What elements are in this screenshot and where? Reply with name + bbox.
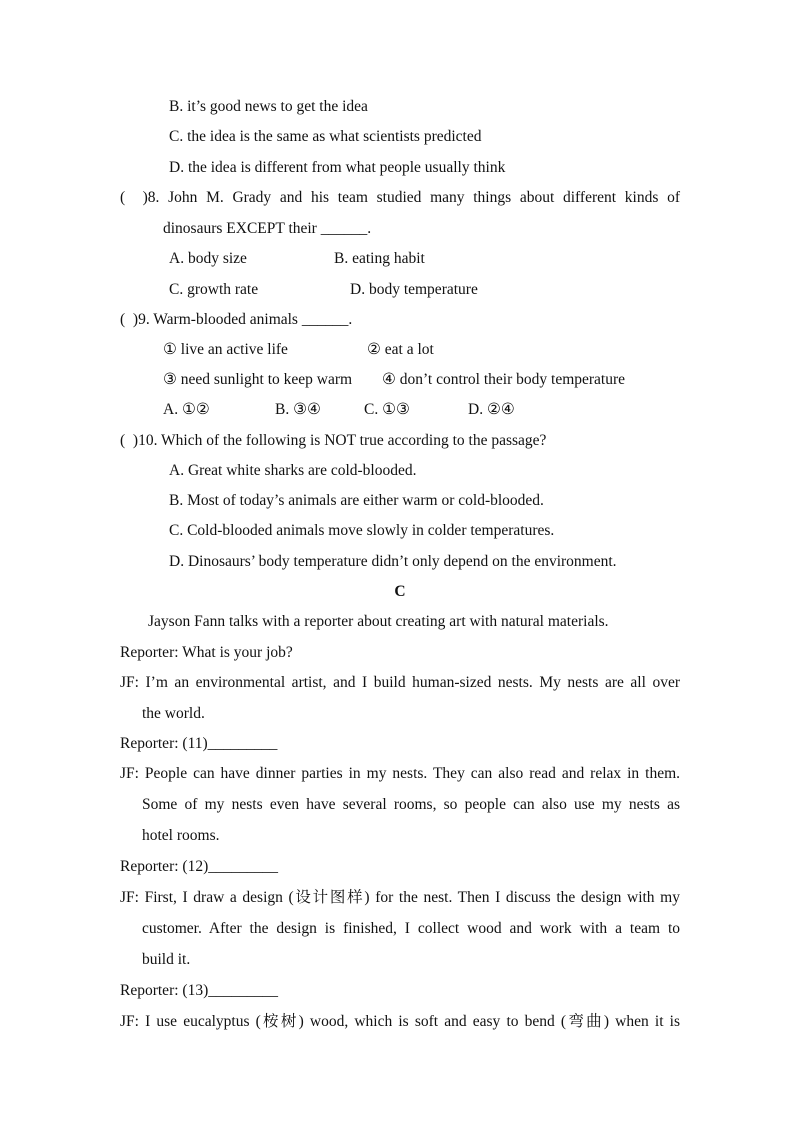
jf-answer-1-line1: JF: I’m an environmental artist, and I build human-sized nests. My nests are all over — [120, 674, 680, 691]
q10-option-c: C. Cold-blooded animals move slowly in colder temperatures. — [169, 522, 555, 539]
q9-item-3: ③ need sunlight to keep warm — [163, 371, 353, 388]
q9-option-a: A. ①② — [163, 401, 210, 418]
q8-stem-line1: ( )8. John M. Grady and his team studied many things about different kinds of — [120, 189, 680, 206]
reporter-line-1: Reporter: What is your job? — [120, 644, 293, 661]
jf-answer-2-line2: Some of my nests even have several rooms, so people can also use my nests as — [142, 796, 680, 813]
q10-option-a: A. Great white sharks are cold-blooded. — [169, 462, 417, 479]
jf-answer-3-line3: build it. — [142, 951, 191, 968]
q7-option-b: B. it’s good news to get the idea — [169, 98, 368, 115]
q8-option-b: B. eating habit — [334, 250, 425, 267]
jf-answer-4-line1: JF: I use eucalyptus (桉树) wood, which is soft and easy to bend (弯曲) when it is — [120, 1013, 680, 1030]
q10-stem: ( )10. Which of the following is NOT true according to the passage? — [120, 432, 547, 449]
q8-option-a: A. body size — [169, 250, 247, 267]
reporter-line-3: Reporter: (12)_________ — [120, 858, 278, 875]
jf-answer-3-line1: JF: First, I draw a design (设计图样) for the nest. Then I discuss the design with my — [120, 889, 680, 906]
q8-option-d: D. body temperature — [350, 281, 478, 298]
jf-answer-1-line2: the world. — [142, 705, 205, 722]
jf-answer-3-line2: customer. After the design is finished, I collect wood and work with a team to — [142, 920, 680, 937]
q9-item-1: ① live an active life — [163, 341, 288, 358]
q8-stem-line2: dinosaurs EXCEPT their ______. — [163, 220, 372, 237]
section-intro: Jayson Fann talks with a reporter about creating art with natural materials. — [148, 613, 609, 630]
q7-option-c: C. the idea is the same as what scientists predicted — [169, 128, 482, 145]
q9-stem: ( )9. Warm-blooded animals ______. — [120, 311, 353, 328]
jf-answer-2-line3: hotel rooms. — [142, 827, 220, 844]
reporter-line-2: Reporter: (11)_________ — [120, 735, 278, 752]
q9-item-4: ④ don’t control their body temperature — [382, 371, 626, 388]
q9-option-d: D. ②④ — [468, 401, 515, 418]
reporter-line-4: Reporter: (13)_________ — [120, 982, 278, 999]
q10-option-b: B. Most of today’s animals are either warm or cold-blooded. — [169, 492, 544, 509]
q10-option-d: D. Dinosaurs’ body temperature didn’t only depend on the environment. — [169, 553, 617, 570]
q8-option-c: C. growth rate — [169, 281, 259, 298]
section-heading: C — [394, 583, 406, 600]
q9-option-b: B. ③④ — [275, 401, 321, 418]
q7-option-d: D. the idea is different from what people usually think — [169, 159, 506, 176]
q9-item-2: ② eat a lot — [367, 341, 434, 358]
q9-option-c: C. ①③ — [364, 401, 410, 418]
jf-answer-2-line1: JF: People can have dinner parties in my nests. They can also read and relax in them. — [120, 765, 680, 782]
